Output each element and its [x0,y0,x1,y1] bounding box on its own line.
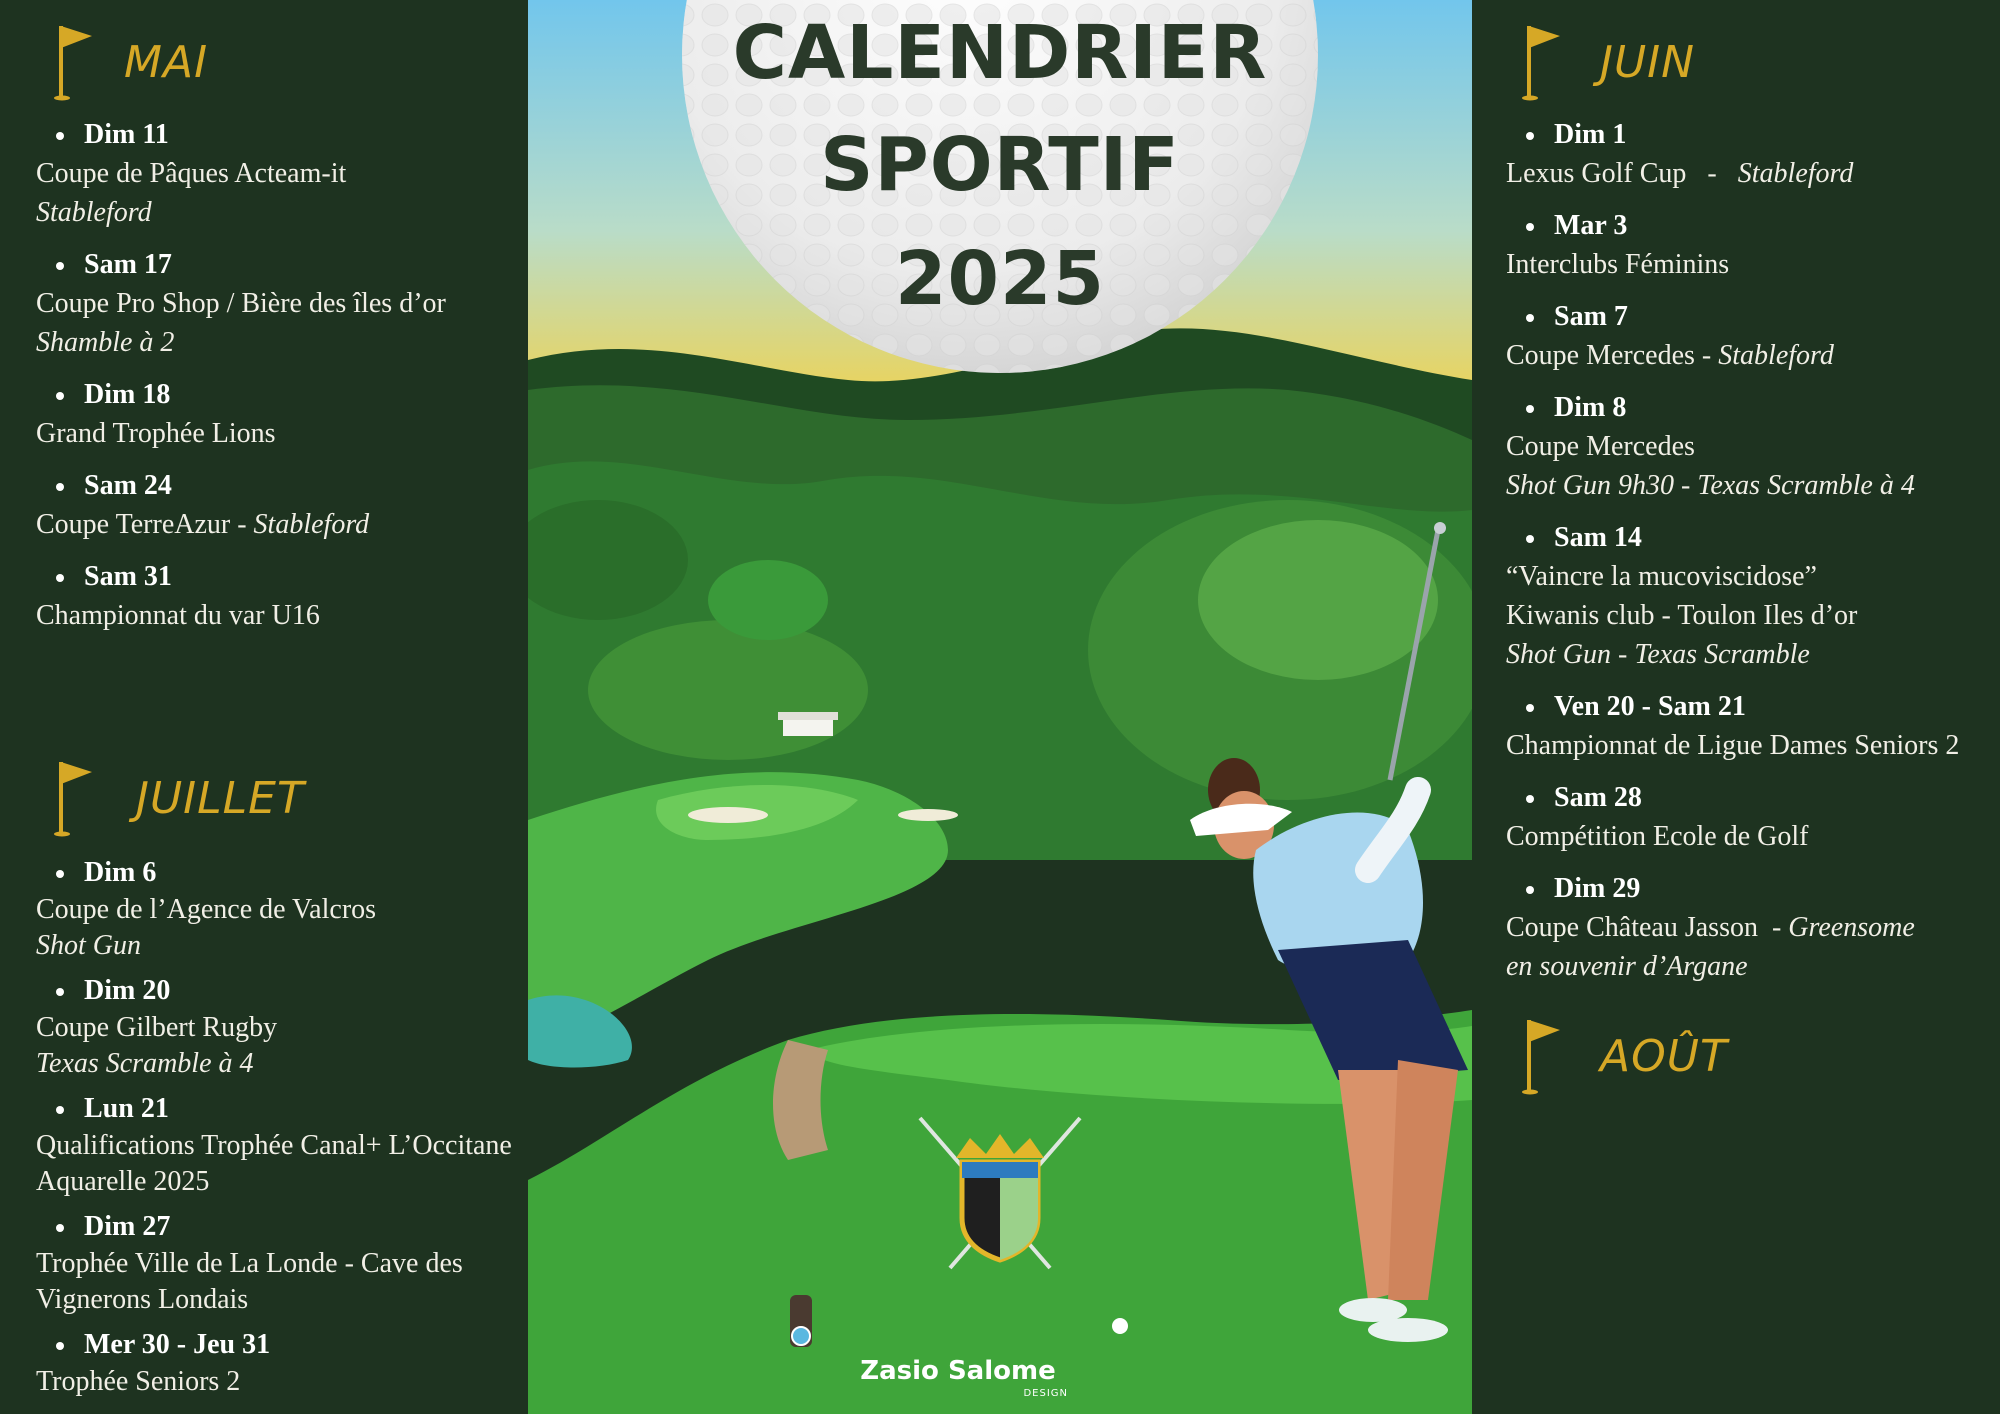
left-panel [0,0,528,1414]
list-item [36,1208,526,1318]
title-line-2: SPORTIF [820,122,1180,208]
event-title: Coupe Pro Shop / Bière des îles d’or [36,288,446,319]
list-item [36,854,526,964]
list-item [1506,389,1996,505]
event-title: Coupe de Pâques Acteam-it [36,158,347,189]
event-title: Trophée Seniors 2 [36,1366,241,1397]
event-title-cont: Kiwanis club - Toulon Iles d’or [1506,600,1858,631]
event-date: Sam 7 [1506,298,1996,336]
event-title: Coupe Mercedes [1506,431,1695,462]
event-title: Coupe Gilbert Rugby [36,1012,278,1043]
list-item [1506,870,1996,986]
event-title: Grand Trophée Lions [36,418,276,449]
event-date: Dim 11 [36,116,516,154]
event-date: Dim 27 [36,1208,526,1246]
event-date: Sam 17 [36,246,516,284]
event-format: Stableford [36,197,152,228]
list-item [36,972,526,1082]
event-title: Coupe de l’Agence de Valcros [36,894,377,925]
month-header-aout [1520,1016,1728,1096]
event-date: Dim 18 [36,376,516,414]
event-date: Mar 3 [1506,207,1996,245]
event-format: Texas Scramble à 4 [36,1048,254,1079]
event-title-line [1506,154,1996,193]
poster-illustration [528,0,1472,1414]
event-date: Dim 1 [1506,116,1996,154]
month-header-juillet [52,758,305,838]
golf-landscape [528,0,1472,1414]
event-title-line [36,505,516,544]
month-title-mai: MAI [124,36,209,88]
right-panel [1472,0,2000,1414]
event-date: Sam 28 [1506,779,1996,817]
list-item [1506,298,1996,375]
title-line-1: CALENDRIER [732,10,1268,96]
month-header-juin [1520,22,1695,102]
event-format: Stableford [1718,340,1834,371]
event-title: Championnat du var U16 [36,600,320,631]
event-format: Shamble à 2 [36,327,175,358]
event-title: Interclubs Féminins [1506,249,1730,280]
event-list-mai [36,116,516,649]
event-date: Dim 8 [1506,389,1996,427]
event-title-line [1506,336,1996,375]
flag-icon [52,22,96,102]
event-list-juin [1506,116,1996,1000]
event-date: Sam 14 [1506,519,1996,557]
event-title: “Vaincre la mucoviscidose” [1506,561,1817,592]
month-title-aout: AOÛT [1600,1030,1728,1082]
event-title: Championnat de Ligue Dames Seniors 2 [1506,730,1960,761]
event-format: Stableford [253,509,370,540]
event-title: Qualifications Trophée Canal+ L’Occitane [36,1130,512,1161]
flag-icon [1520,22,1564,102]
event-title: Coupe Mercedes - [1506,340,1719,371]
list-item [36,246,516,362]
event-title-cont: Aquarelle 2025 [36,1166,210,1197]
event-date: Sam 31 [36,558,516,596]
event-title: Trophée Ville de La Londe - Cave des [36,1248,463,1279]
event-title: Coupe TerreAzur - [36,509,254,540]
event-list-juillet [36,854,526,1408]
event-format: Greensome [1788,912,1915,943]
list-item [36,376,516,453]
month-title-juin: JUIN [1600,36,1696,88]
list-item [36,116,516,232]
event-date: Dim 6 [36,854,526,892]
list-item [1506,519,1996,674]
list-item [36,558,516,635]
event-date: Ven 20 - Sam 21 [1506,688,1996,726]
event-format: Shot Gun 9h30 - Texas Scramble à 4 [1506,470,1915,501]
list-item [1506,116,1996,193]
list-item [36,1090,526,1200]
event-title-line [1506,908,1996,947]
list-item [36,467,516,544]
event-title-cont: Vignerons Londais [36,1284,249,1315]
event-date: Dim 29 [1506,870,1996,908]
flag-icon [1520,1016,1564,1096]
event-date: Sam 24 [36,467,516,505]
list-item [1506,688,1996,765]
designer-signature: Zasio Salome [860,1356,1056,1386]
event-title: Compétition Ecole de Golf [1506,821,1809,852]
event-date: Lun 21 [36,1090,526,1128]
event-title: Lexus Golf Cup - [1506,158,1738,189]
event-format-cont: en souvenir d’Argane [1506,951,1748,982]
month-header-mai [52,22,208,102]
event-format: Shot Gun [36,930,141,961]
list-item [1506,207,1996,284]
event-format: Shot Gun - Texas Scramble [1506,639,1810,670]
event-title: Coupe Château Jasson - [1506,912,1789,943]
flag-icon [52,758,96,838]
list-item [36,1326,526,1400]
title-line-3: 2025 [895,236,1105,322]
list-item [1506,779,1996,856]
month-title-juillet: JUILLET [136,772,305,824]
event-date: Dim 20 [36,972,526,1010]
event-date: Mer 30 - Jeu 31 [36,1326,526,1364]
designer-signature-sub: DESIGN [1023,1388,1068,1399]
event-format: Stableford [1737,158,1854,189]
